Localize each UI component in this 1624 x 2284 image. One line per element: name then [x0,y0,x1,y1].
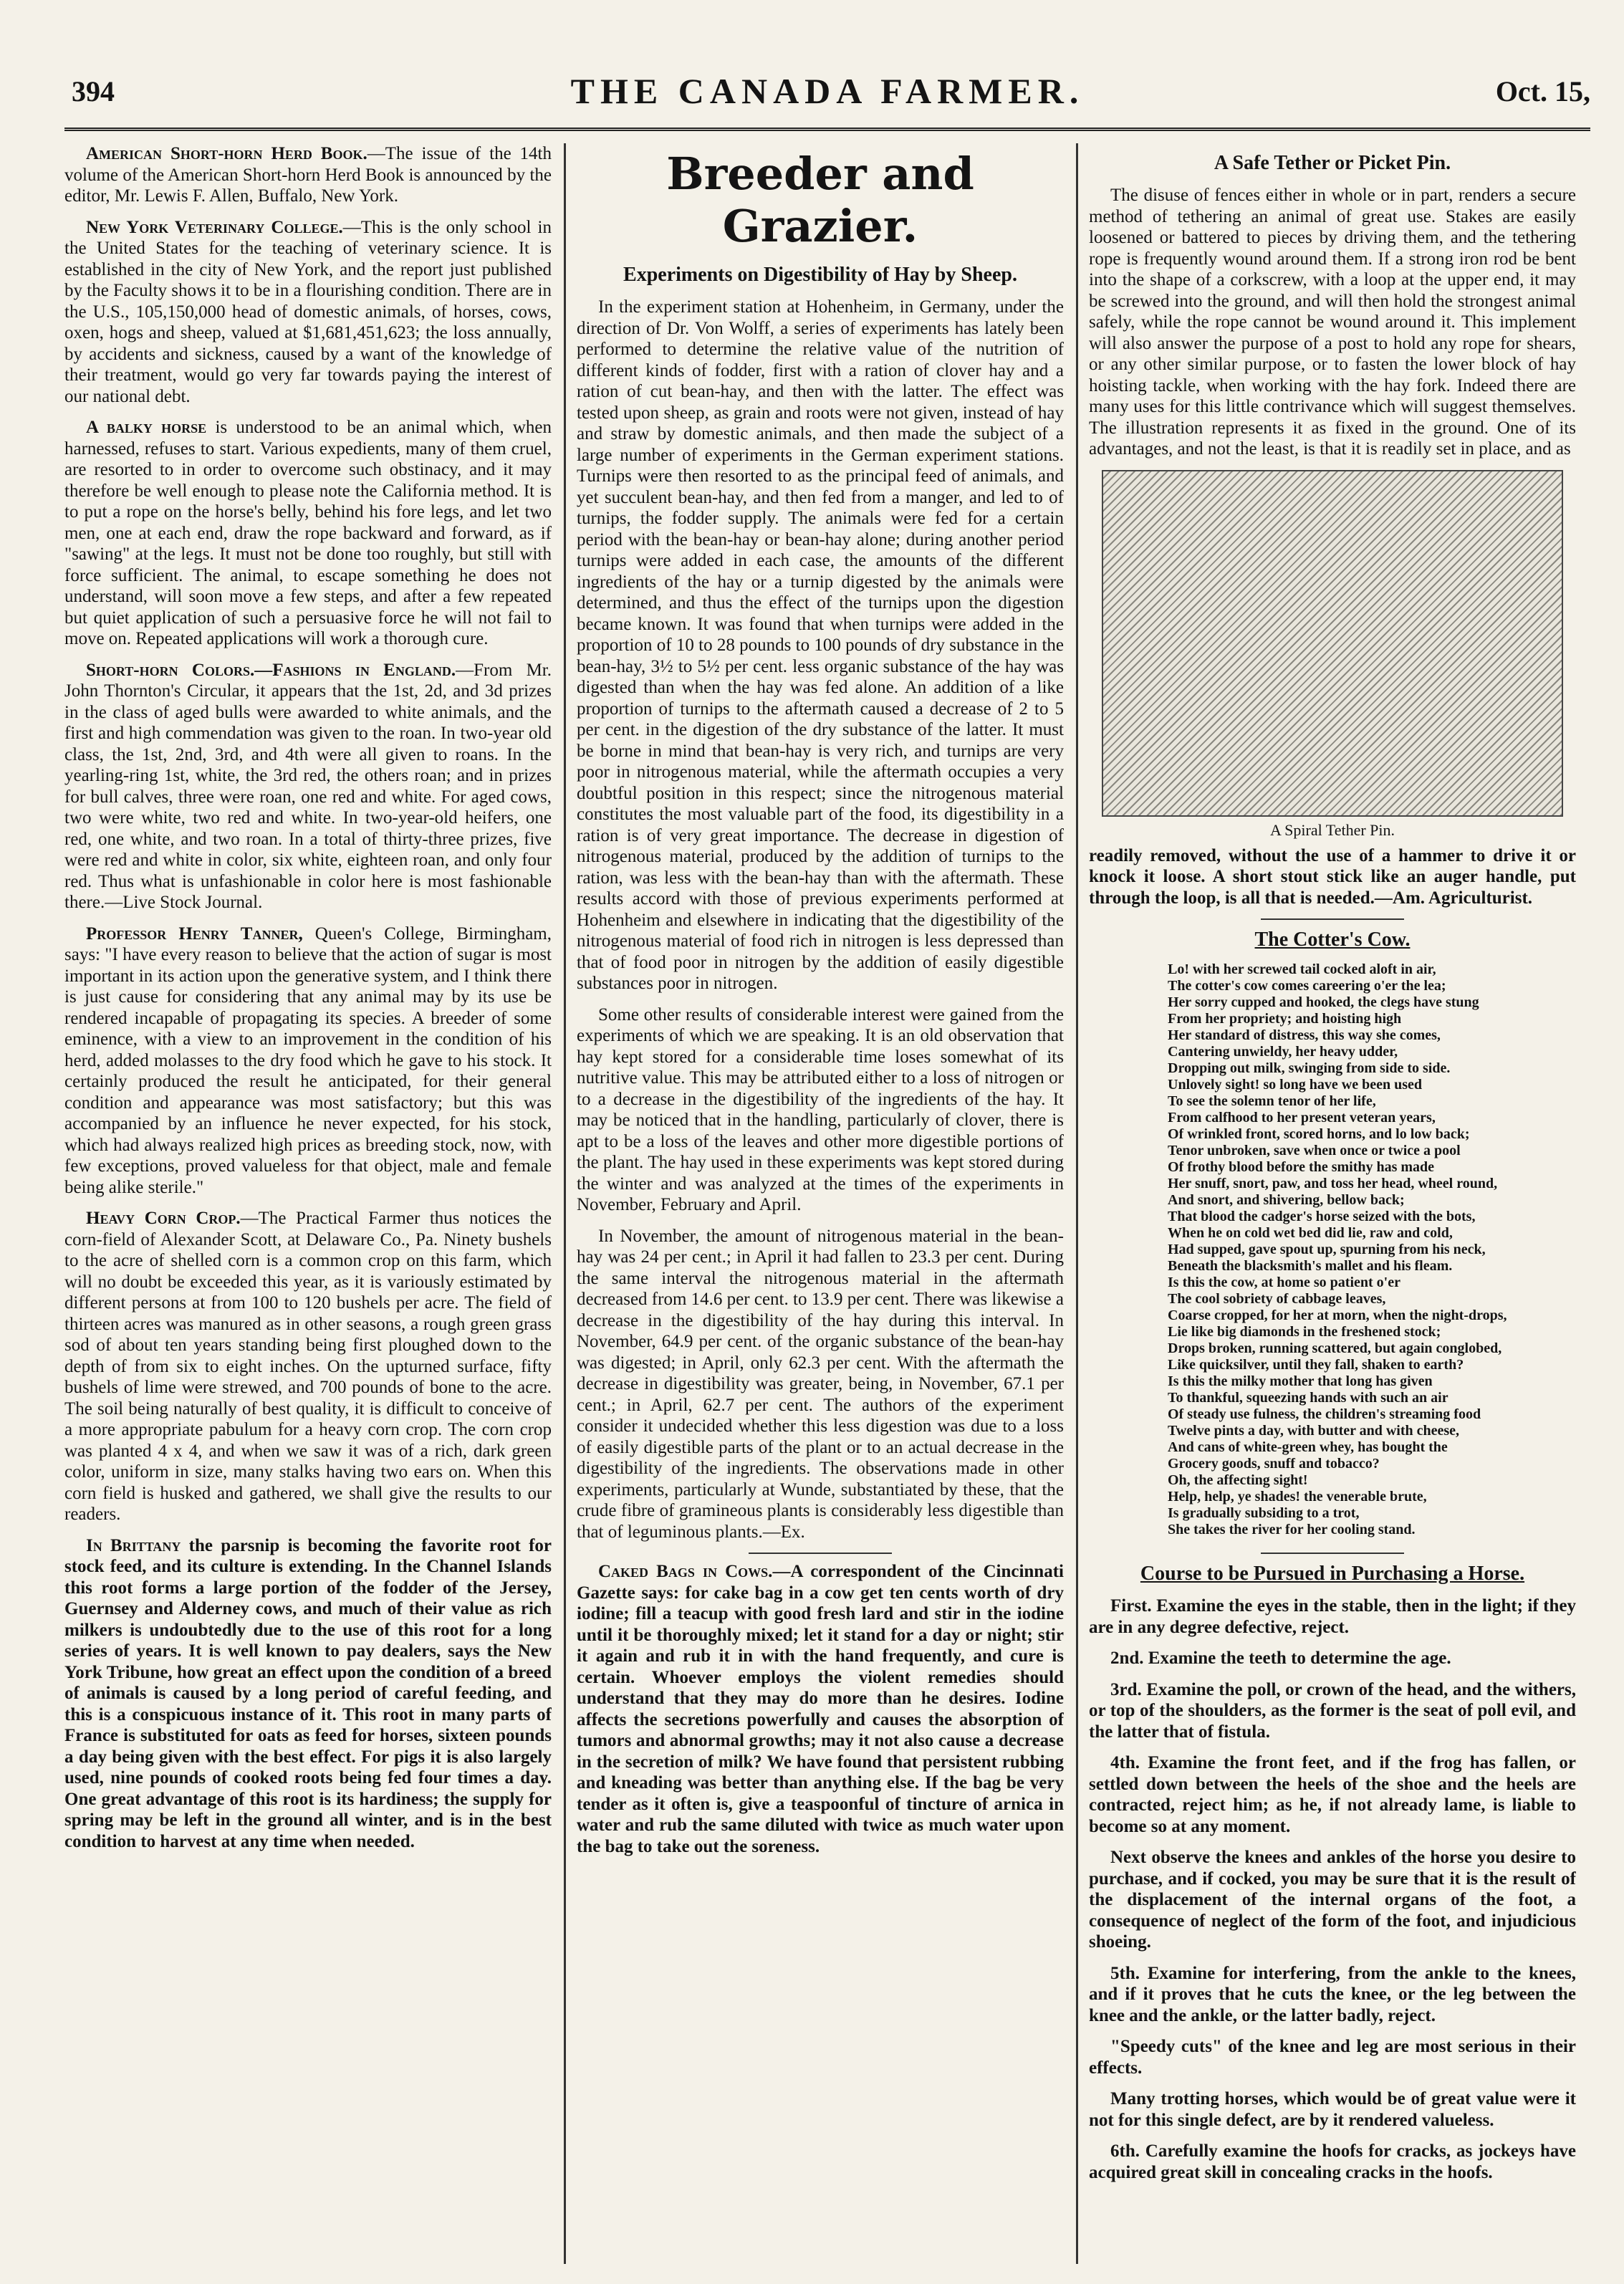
newspaper-page [64,64,1590,2257]
item-veterinary-college: New York Veterinary College.—This is the only school in the United States for the teaching of veterinary science. It is established in the city of New York, and the report just published by the Faculty shows it to be in a flourishing condition. There are in the U.S., 105,150,000 head of domestic animals, of horses, cows, oxen, hogs and sheep, valued at $1,681,451,623; the loss annually, by accidents and sickness, caused by a want of the knowledge of their treatment, would go very far towards paying the interest of our national debt. [64,217,552,406]
column-divider [564,143,566,2264]
poem-line: To thankful, squeezing hands with such an air [1168,1390,1448,1406]
item-heavy-corn: Heavy Corn Crop.—The Practical Farmer thus notices the corn-field of Alexander Scott, at Delaware Co., Pa. Ninety bushels to the acre of shelled corn is a common crop on this farm, which will no doubt be exceeded this year, as it is variously estimated by different persons at from 100 to 120 bushels per acre. The field of thirteen acres was manured as in other seasons, a rough green grass sod of about ten years standing being first ploughed down to the depth of from six to eight inches. On the upturned surface, fifty bushels of lime were strewed, and 700 pounds of bone to the acre. The soil being naturally of best quality, it is difficult to conceive of a more appropriate pabulum for a heavy corn crop. The corn crop was planted 4 x 4, and when we saw it was of a rich, dark green color, uniform in size, many stalks having two ears on. When this corn field is husked and gathered, we shall give the results to our readers. [64,1209,552,1524]
poem-line: Her sorry cupped and hooked, the clegs have stung [1168,994,1479,1010]
article-paragraph: Some other results of considerable interest were gained from the experiments of which we are speaking. It is an old observation that hay kept stored for a considerable time loses somewhat of its nutritive value. This may be attributed either to a loss of nitrogen or to a decrease in the digestibility of the ingredients of the hay. It may be noticed that in the handling, particularly of clover, there is apt to be a loss of the leaves and other more digestible portions of the plant. The hay used in these experiments was kept stored during the winter and was analyzed at the times of the experiments in November, February and April. [577,1004,1064,1214]
poem-line: From her propriety; and hoisting high [1168,1011,1402,1027]
column-divider [1076,143,1078,2264]
header-rule [64,128,1590,131]
horse-tip: First. Examine the eyes in the stable, then in the light; if they are in any degree defective, reject. [1089,1596,1576,1637]
tether-paragraph: readily removed, without the use of a hammer to drive it or knock it loose. A short stout stick like an auger handle, put through the loop, is all that is needed.—Am. Agriculturist. [1089,845,1576,908]
poem-title: The Cotter's Cow. [1254,929,1411,951]
tether-title: A Safe Tether or Picket Pin. [1214,152,1451,174]
item-shorthorn-colors: Short-horn Colors.—Fashions in England.—From Mr. John Thornton's Circular, it appears that the 1st, 2d, and 3d prizes in the class of aged bulls were awarded to white animals, and the first and high commendation was given to the roan. In two-year old class, the 1st, 2nd, 3rd, and 4th were all given to roans. In the yearling-ring 1st, white, the 3rd red, the others roan; and in prizes for bull calves, three were roan, one red and white. For aged cows, two were white, two red and white. In two-year-old heifers, one red, one white, and two roan. In a total of thirty-three prizes, five were red and white in color, six white, eighteen roan, and only four red. Thus what is unfashionable in color here is most fashionable there.—Live Stock Journal. [64,660,552,912]
horse-list [1089,1596,1576,2183]
poem-line: Cantering unwieldy, her heavy udder, [1168,1044,1398,1060]
horse-title: Course to be Pursued in Purchasing a Horse. [1140,1563,1525,1585]
issue-date: Oct. 15, [1495,75,1590,107]
poem-line: Like quicksilver, until they fall, shaken to earth? [1168,1357,1464,1373]
poem-line: Is this the milky mother that long has given [1168,1373,1433,1389]
section-rule [749,1553,892,1554]
horse-tip: Many trotting horses, which would be of great value were it not for this single defect, are by it rendered valueless. [1089,2089,1576,2130]
poem-line: And snort, and shivering, bellow back; [1168,1192,1405,1208]
poem-line: Lie like big diamonds in the freshened stock; [1168,1324,1441,1340]
horse-tip: 4th. Examine the front feet, and if the frog has fallen, or settled down between the heels of the shoe and the heels are contracted, reject him; as he, if not already lame, is liable to become so at any moment. [1089,1753,1576,1836]
horse-tip: "Speedy cuts" of the knee and leg are most serious in their effects. [1089,2037,1576,2078]
article-paragraph: In November, the amount of nitrogenous material in the bean-hay was 24 per cent.; in April it had fallen to 23.3 per cent. During the same interval the nitrogenous material in the aftermath decreased from 14.6 per cent. to 13.9 per cent. There was likewise a decrease in the digestibility of the hay during this interval. In November, 64.9 per cent. of the organic substance of the bean-hay was digested; in April, only 62.3 per cent. With the aftermath the decrease in digestibility was greater, being, in November, 67.1 per cent.; in April, 62.7 per cent. The authors of the experiment consider it undecided whether this less digestion was due to a loss of easily digestible parts of the plant or to an actual decrease in the digestibility of the ingredients. The observations made in other experiments, particularly at Wunde, substantiated by these, that the crude fibre of gramineous plants is considerably less digestible than that of leguminous plants.—Ex. [577,1226,1064,1542]
item-professor-tanner: Professor Henry Tanner, Queen's College, Birmingham, says: "I have every reason to believe that the action of sugar is most important in its action upon the generative system, and I think there is just cause for considering that any animal may by its use be rendered incapable of propagating its species. A breeder of some eminence, with a view to an improvement in the condition of his herd, added molasses to the dry food which he gave to his stock. It certainly produced the result he anticipated, for their general condition and appearance was most satisfactory; but this was accompanied by an influence he never expected, for his stock, which had always realized high prices as breeding stock, now, with few exceptions, proved valueless for that object, male and female being alike sterile." [64,923,552,1197]
poem-line: Is this the cow, at home so patient o'er [1168,1275,1400,1290]
poem-line: Of wrinkled front, scored horns, and lo low back; [1168,1126,1470,1142]
article-paragraph: In the experiment station at Hohenheim, in Germany, under the direction of Dr. Von Wolff, a series of experiments has lately been performed to determine the relative value of the nutrition of different kinds of fodder, first with a ration of clover hay and a ration of cut bean-hay, and then with the latter. The effect was tested upon sheep, as grain and roots were not given, instead of hay and straw by domestic animals, and then made the subject of a large number of experiments in the German experiment stations. Turnips were then resorted to as the principal feed of animals, and yet succulent bean-hay, and then fed from a manger, and led to of turnips, the fodder supply. The animals were fed for a certain period with the bean-hay or bean-hay alone; during another period turnips were added in each case, the amounts of the different ingredients of the hay or a turnip digested by the animals were determined, and thus the effect of the turnips upon the digestion became known. It was found that when turnips were added in the proportion of 10 to 28 pounds to 100 pounds of dry substance in the bean-hay, 3½ to 5½ per cent. less organic substance of the hay was digested than when the hay was fed alone. An addition of a like proportion of turnips to the aftermath caused a decrease of 2 to 5 per cent. in the digestion of the dry substance of the latter. It must be borne in mind that bean-hay is very rich, and turnips are very poor in nitrogenous material, while the aftermath occupies a very doubtful position in this respect; since the nitrogenous material constitutes the most valuable part of the food, its digestibility in a ration is of very great importance. The decrease in digestion of nitrogenous material, produced by the addition of turnips to the ration, was less with the bean-hay than with the aftermath. These results accord with those of previous experiments performed at Hohenheim and elsewhere in indicating that the digestibility of the nitrogenous material of food rich in nitrogen is less depressed than that of food poor in nitrogen by the addition of easily digestible substances poor in nitrogen. [577,297,1064,993]
item-caked-bags: Caked Bags in Cows.—A correspondent of the Cincinnati Gazette says: for cake bag in a cow get ten cents worth of dry iodine; fill a teacup with good fresh lard and stir in the iodine until it be thoroughly mixed; let it stand for a day or night; stir it again and rub it in with the hand frequently, and cure is certain. Whoever employs the violent remedies should understand that they may do more than he desires. Iodine affects the secretions powerfully and causes the absorption of tumors and abnormal growths; may it not also cause a decrease in the secretion of milk? We have found that persistent rubbing and kneading was better than anything else. If the bag be very tender as it often is, give a teaspoonful of tincture of arnica in water and rub the same diluted with twice as much water upon the bag to take out the soreness. [577,1562,1064,1856]
poem-line: Had supped, gave spout up, spurning from his neck, [1168,1242,1486,1257]
horse-tip: 5th. Examine for interfering, from the ankle to the knees, and if it proves that he cuts the knee, or the leg between the knee and the ankle, or the latter badly, reject. [1089,1963,1576,2025]
article-title: Experiments on Digestibility of Hay by Sheep. [623,264,1017,286]
section-rule [1261,1553,1404,1554]
item-brittany-parsnip: In Brittany the parsnip is becoming the favorite root for stock feed, and its culture is extending. In the Channel Islands this root forms a large portion of the fodder of the Jersey, Guernsey and Alderney cows, and much of their value as rich milkers is undoubtedly due to the use of this root for a long series of years. It is well known to pay dealers, says the New York Tribune, how great an effect upon the condition of a breed of animals is caused by a long period of careful feeding, and this is a conspicuous instance of it. This root in many parts of France is substituted for oats as feed for horses, sixteen pounds a day being given with the best effect. For pigs it is also largely used, nine pounds of cooked roots being fed four times a day. One great advantage of this root is its hardiness; the supply for spring may be left in the ground all winter, and is in the best condition to harvest at any time when needed. [64,1535,552,1851]
poem-line: And cans of white-green whey, has bought the [1168,1439,1448,1455]
poem-line: Dropping out milk, swinging from side to side. [1168,1060,1451,1076]
poem-line: From calfhood to her present veteran years, [1168,1110,1436,1126]
poem-line: Help, help, ye shades! the venerable brute, [1168,1489,1427,1505]
poem-line: Oh, the affecting sight! [1168,1472,1308,1488]
tether-paragraph: The disuse of fences either in whole or in part, renders a secure method of tethering an animal of great use. Stakes are easily loosened or battered to pieces by driving them, and the tethering rope is frequently wound around them. If a strong iron rod be bent into the shape of a corkscrew, with a loop at the upper end, it may be screwed into the ground, and will then hold the strongest animal safely, while the rope cannot be wound around it. This implement will also answer the purpose of a post to hold any rope for shears, or any other similar purpose, or to fasten the lower block of hay hoisting tackle, when working with the hay fork. Indeed there are many uses for this little contrivance which will suggest themselves. The illustration represents it as fixed in the ground. One of its advantages, and not the least, is that it is readily set in place, and as [1089,186,1576,459]
horse-tip: 2nd. Examine the teeth to determine the age. [1110,1649,1451,1668]
horse-tip: Next observe the knees and ankles of the horse you desire to purchase, and if cocked, you may be sure that it is the result of the displacement of the internal organs of the foot, a consequence of neglect of the form of the foot, and injudicious shoeing. [1089,1848,1576,1952]
poem [1168,961,1576,1538]
tether-pin-illustration [1102,470,1563,817]
poem-line: Unlovely sight! so long have we been used [1168,1077,1423,1093]
department-heading: Breeder and Grazier. [666,148,974,252]
poem-line: Twelve pints a day, with butter and with cheese, [1168,1423,1460,1439]
column-right [1089,143,1576,2264]
page-number: 394 [72,75,115,107]
poem-line: Grocery goods, snuff and tobacco? [1168,1456,1380,1472]
poem-line: Of frothy blood before the smithy has made [1168,1159,1435,1175]
poem-line: Of steady use fulness, the children's streaming food [1168,1406,1481,1422]
item-balky-horse: A balky horse is understood to be an animal which, when harnessed, refuses to start. Various expedients, many of them cruel, are resorted to in order to overcome such obstinacy, and it may therefore be well enough to please note the California method. It is to put a rope on the horse's belly, behind his fore legs, and let two men, one at each end, draw the rope backward and forward, as if "sawing" at the legs. It must not be done too roughly, but still with force sufficient. The animal, to escape something he does not understand, will soon move a few steps, and after a few repeated but quiet application of such a persuasive force he will not fail to move on. Repeated applications will work a thorough cure. [64,418,552,648]
poem-line: When he on cold wet bed did lie, raw and cold, [1168,1225,1453,1241]
poem-line: Lo! with her screwed tail cocked aloft in air, [1168,961,1436,977]
section-rule [1261,918,1404,920]
poem-line: Her standard of distress, this way she comes, [1168,1027,1441,1043]
figure-caption: A Spiral Tether Pin. [1269,820,1395,839]
item-herd-book: American Short-horn Herd Book.—The issue of the 14th volume of the American Short-horn Herd Book is announced by the editor, Mr. Lewis F. Allen, Buffalo, New York. [64,144,552,206]
poem-line: Beneath the blacksmith's mallet and his fleam. [1168,1258,1453,1274]
poem-line: Drops broken, running scattered, but again conglobed, [1168,1340,1502,1356]
horse-tip: 6th. Carefully examine the hoofs for cracks, as jockeys have acquired great skill in concealing cracks in the hoofs. [1089,2141,1576,2182]
poem-line: Coarse cropped, for her at morn, when the night-drops, [1168,1307,1507,1323]
poem-line: The cotter's cow comes careering o'er the lea; [1168,978,1446,994]
poem-line: The cool sobriety of cabbage leaves, [1168,1291,1386,1307]
horse-tip: 3rd. Examine the poll, or crown of the head, and the withers, or top of the shoulders, as the former is the seat of poll evil, and the latter that of fistula. [1089,1679,1576,1742]
newspaper-title: THE CANADA FARMER. [570,71,1085,111]
poem-line: Her snuff, snort, paw, and toss her head, wheel round, [1168,1176,1498,1191]
poem-line: To see the solemn tenor of her life, [1168,1093,1376,1109]
poem-line: Tenor unbroken, save when once or twice a pool [1168,1143,1461,1158]
poem-line: Is gradually subsiding to a trot, [1168,1505,1360,1521]
poem-line: She takes the river for her cooling stand. [1168,1522,1416,1537]
column-middle [577,143,1064,2264]
poem-line: That blood the cadger's horse seized with the bots, [1168,1209,1476,1224]
masthead [64,64,1590,122]
column-left [64,143,552,2264]
